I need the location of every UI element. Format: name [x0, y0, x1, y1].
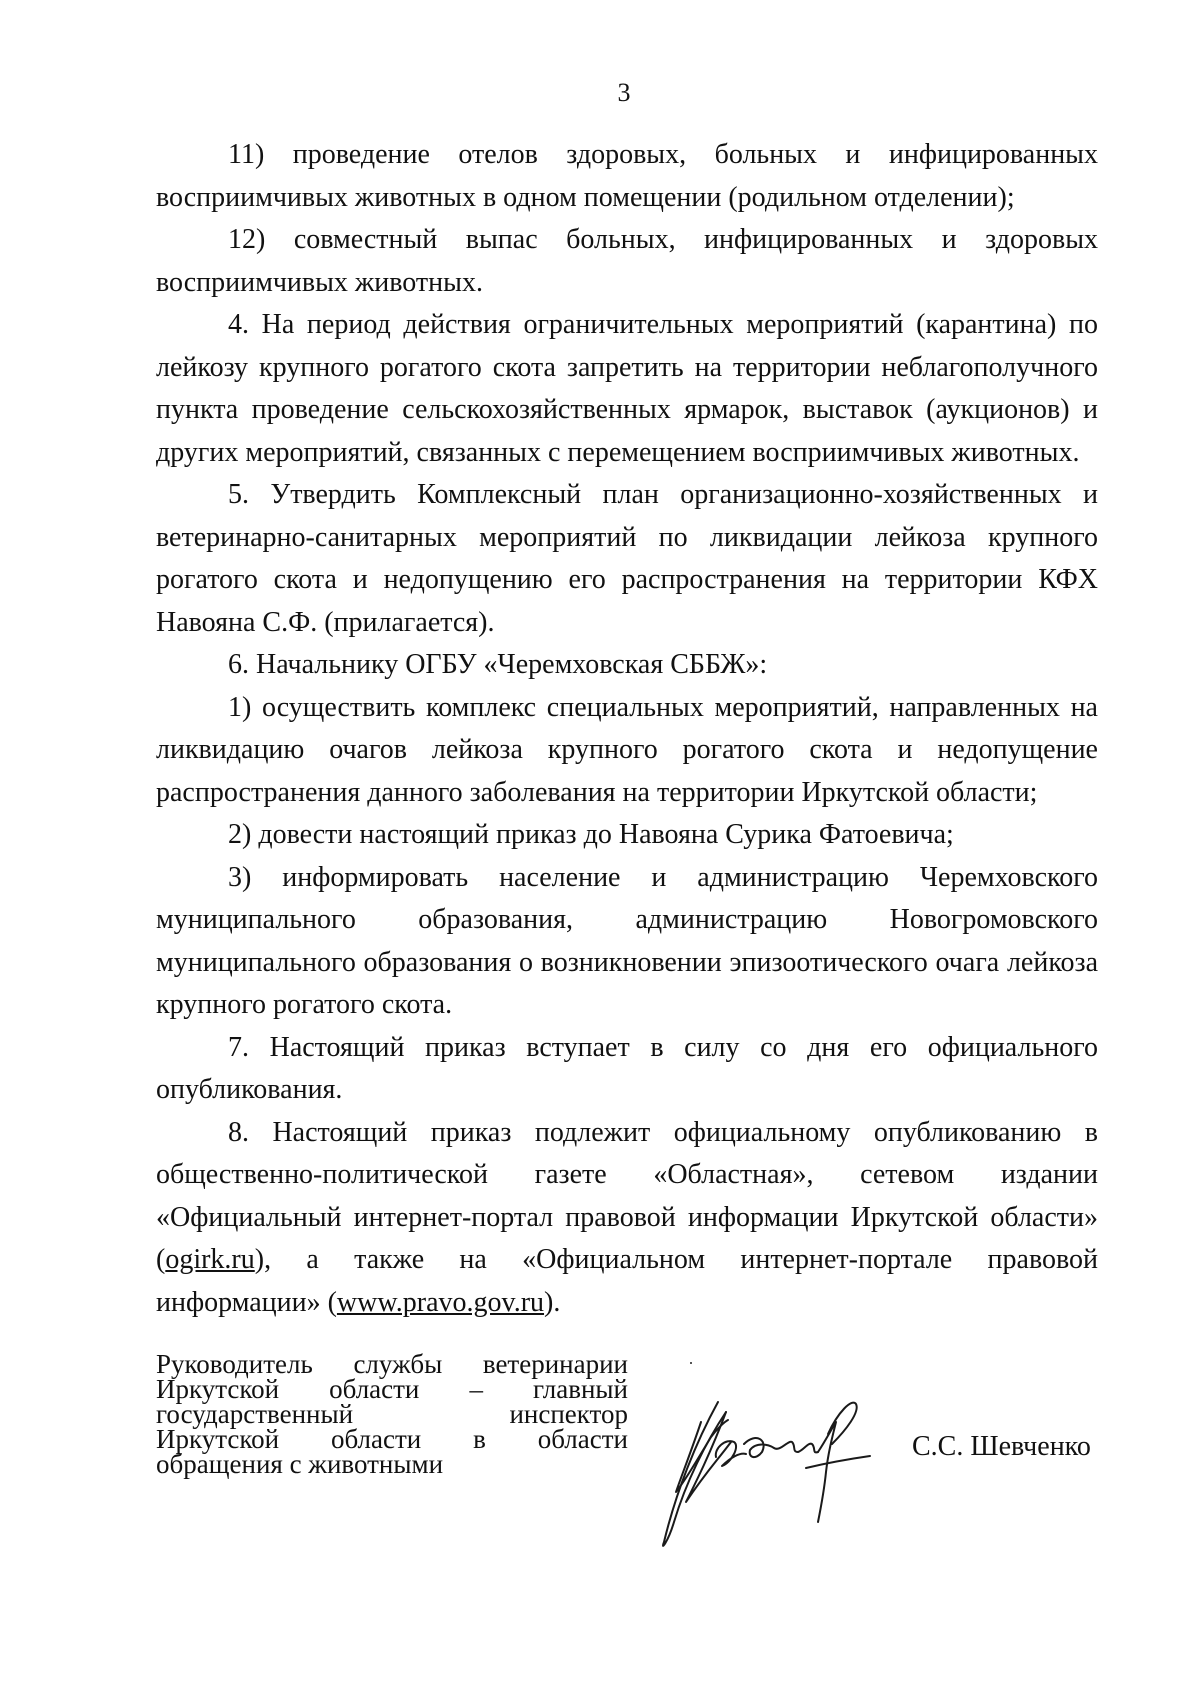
document-body — [156, 134, 1098, 1324]
signer-title-line: обращения с животными — [156, 1449, 444, 1479]
handwritten-signature — [656, 1382, 906, 1552]
paragraph-5: 5. Утвердить Комплексный план организационно-хозяйственных и ветеринарно-санитарных мероприятий по ликвидации лейкоза крупного рогатого скота и недопущению его распространения на территории КФХ Навояна С.Ф. (прилагается). — [156, 479, 1098, 638]
paragraph-6-2: 2) довести настоящий приказ до Навояна Сурика Фатоевича; — [228, 819, 954, 850]
signer-title — [156, 1349, 628, 1479]
paragraph-11: 11) проведение отелов здоровых, больных и инфицированных восприимчивых животных в одном помещении (родильном отделении); — [156, 139, 1098, 213]
paragraph-6: 6. Начальнику ОГБУ «Черемховская СББЖ»: — [228, 649, 768, 680]
paragraph-8-text-end: ). — [544, 1286, 561, 1318]
paragraph-8-text-middle: ), а также на «Официальном интернет-портале правовой информации» ( — [156, 1244, 1098, 1318]
paragraph-4: 4. На период действия ограничительных мероприятий (карантина) по лейкозу крупного рогатого скота запретить на территории неблагополучного пункта проведение сельскохозяйственных ярмарок, выставок (аукционов) и других мероприятий, связанных с перемещением восприимчивых животных. — [156, 309, 1098, 468]
paragraph-7: 7. Настоящий приказ вступает в силу со дня его официального опубликования. — [156, 1031, 1098, 1105]
pravo-gov-link[interactable]: www.pravo.gov.ru — [336, 1286, 545, 1318]
signer-title-line: Иркутской области в области — [156, 1424, 628, 1454]
scan-speck — [690, 1362, 692, 1364]
paragraph-8 — [156, 1112, 1098, 1325]
signer-title-line: Иркутской области – главный — [156, 1374, 628, 1404]
signer-title-line: государственный инспектор — [156, 1399, 628, 1429]
ogirk-link[interactable]: ogirk.ru — [165, 1244, 255, 1275]
page-number: 3 — [617, 78, 631, 107]
signer-name: С.С. Шевченко — [912, 1431, 1091, 1462]
paragraph-6-1: 1) осуществить комплекс специальных мероприятий, направленных на ликвидацию очагов лейкоза крупного рогатого скота и недопущение распространения данного заболевания на территории Иркутской области; — [156, 691, 1098, 808]
paragraph-6-3: 3) информировать население и администрацию Черемховского муниципального образования, администрацию Новогромовского муниципального образования о возникновении эпизоотического очага лейкоза крупного рогатого скота. — [156, 861, 1098, 1020]
paragraph-12: 12) совместный выпас больных, инфицированных и здоровых восприимчивых животных. — [156, 224, 1098, 298]
paragraph-8-text-start: 8. Настоящий приказ подлежит официальному опубликованию в общественно-политической газете «Областная», сетевом издании «Официальный интернет-портал правовой информации Иркутской области» ( — [156, 1116, 1098, 1275]
signer-title-line: Руководитель службы ветеринарии — [156, 1349, 628, 1379]
